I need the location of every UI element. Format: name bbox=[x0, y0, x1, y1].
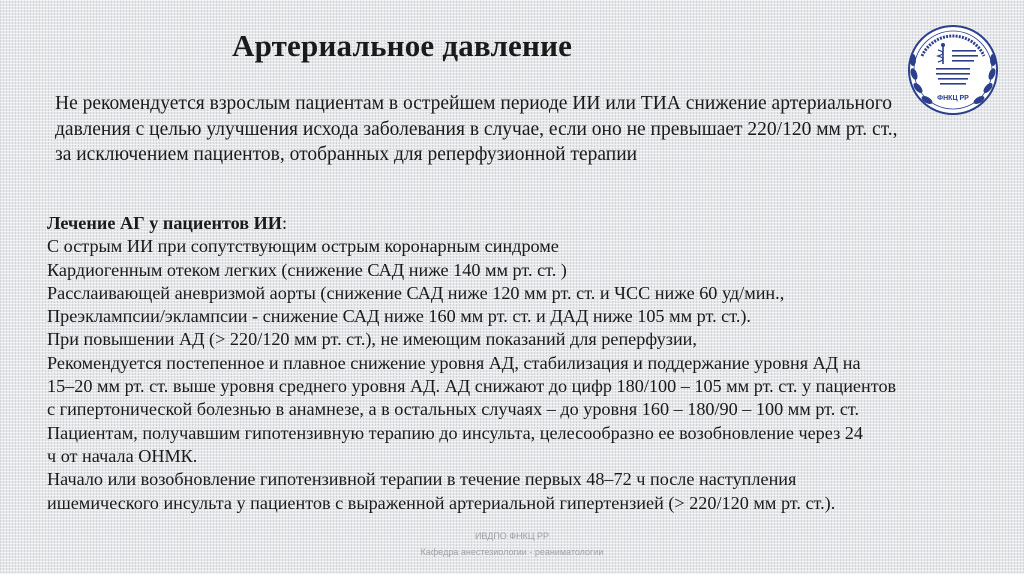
fnkc-logo-icon bbox=[900, 20, 1006, 126]
treatment-heading-line bbox=[47, 212, 987, 235]
treatment-line: Кардиогенным отеком легких (снижение САД ниже 140 мм рт. ст. ) bbox=[47, 259, 567, 280]
treatment-line: 15–20 мм рт. ст. выше уровня среднего уровня АД. АД снижают до цифр 180/100 – 105 мм рт. ст. у пациентов bbox=[47, 376, 897, 397]
treatment-section bbox=[47, 212, 987, 515]
treatment-line: При повышении АД (> 220/120 мм рт. ст.), не имеющим показаний для реперфузии, bbox=[47, 329, 697, 350]
treatment-line: Начало или возобновление гипотензивной терапии в течение первых 48–72 ч после наступления bbox=[47, 469, 797, 490]
slide-title: Артериальное давление bbox=[232, 28, 573, 63]
treatment-heading-colon: : bbox=[281, 213, 287, 233]
treatment-line: Пациентам, получавшим гипотензивную терапию до инсульта, целесообразно ее возобновление через 24 bbox=[47, 422, 863, 443]
treatment-line: С острым ИИ при сопутствующим острым коронарным синдроме bbox=[47, 236, 559, 257]
treatment-line: Рекомендуется постепенное и плавное снижение уровня АД, стабилизация и поддержание уровня АД на bbox=[47, 352, 861, 373]
logo-label: ФНКЦ РР bbox=[937, 95, 969, 102]
intro-paragraph: Не рекомендуется взрослым пациентам в острейшем периоде ИИ или ТИА снижение артериального давления с целью улучшения исхода заболевания в случае, если оно не превышает 220/120 мм рт. ст., за исключением пациентов, отобранных для реперфузионной терапии bbox=[55, 93, 898, 165]
treatment-line: с гипертонической болезнью в анамнезе, а в остальных случаях – до уровня 160 – 180/90 – 100 мм рт. ст. bbox=[47, 399, 860, 420]
treatment-line: Расслаивающей аневризмой аорты (снижение САД ниже 120 мм рт. ст. и ЧСС ниже 60 уд/мин., bbox=[47, 282, 785, 303]
treatment-line: ишемического инсульта у пациентов с выраженной артериальной гипертензией (> 220/120 мм рт. ст.). bbox=[47, 492, 836, 513]
treatment-line: ч от начала ОНМК. bbox=[47, 445, 198, 466]
treatment-heading: Лечение АГ у пациентов ИИ bbox=[47, 213, 282, 233]
footer-institute: ИВДПО ФНКЦ РР bbox=[474, 531, 550, 541]
footer-department: Кафедра анестезиологии - реаниматологии bbox=[420, 547, 604, 557]
treatment-line: Преэклампсии/эклампсии - снижение САД ниже 160 мм рт. ст. и ДАД ниже 105 мм рт. ст.). bbox=[47, 306, 751, 327]
